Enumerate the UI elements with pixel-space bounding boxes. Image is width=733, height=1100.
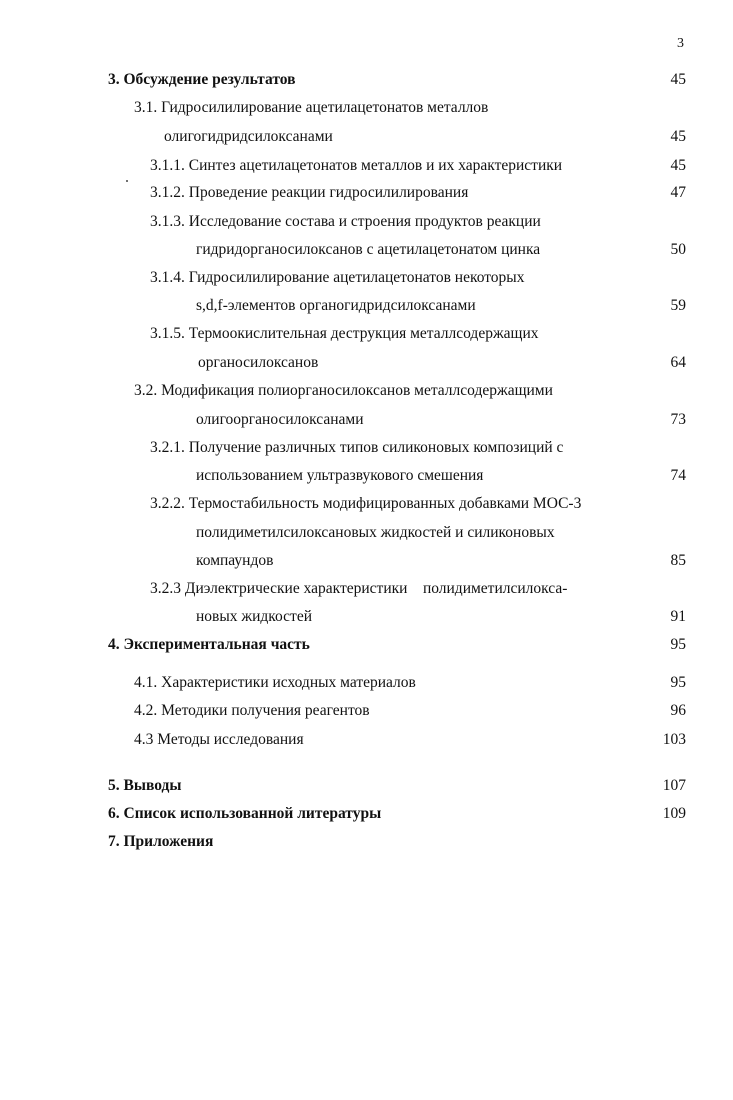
toc-entry-page: 64 [670, 354, 686, 371]
toc-entry-page: 47 [670, 184, 686, 201]
toc-entry-page: 59 [670, 297, 686, 314]
toc-entry-page: 109 [662, 805, 686, 822]
toc-entry-text-cont: компаундов [196, 552, 274, 569]
toc-entry-text-cont: органосилоксанов [198, 354, 319, 371]
toc-entry-text: 3.2. Модификация полиорганосилоксанов металлсодержащими [134, 382, 553, 399]
toc-entry-text: 3. Обсуждение результатов [108, 71, 296, 88]
toc-entry-page: 107 [662, 777, 686, 794]
page-number: 3 [677, 36, 684, 51]
toc-entry-text: 3.2.1. Получение различных типов силиконовых композиций с [150, 439, 564, 456]
toc-entry-text-cont: гидридорганосилоксанов с ацетилацетонатом цинка [196, 241, 541, 258]
toc-entry-page: 85 [670, 552, 686, 569]
toc-entry-text-cont: новых жидкостей [196, 608, 313, 625]
toc-entry-text-cont: полидиметилсилоксановых жидкостей и силиконовых [196, 524, 555, 541]
toc-entry-text-cont: s,d,f-элементов органогидридсилоксанами [196, 297, 476, 314]
toc-entry-text: 3.2.2. Термостабильность модифицированных добавками МОС-3 [150, 495, 582, 512]
toc-entry-text: 3.1.3. Исследование состава и строения продуктов реакции [150, 213, 541, 230]
toc-entry-text: 6. Список использованной литературы [108, 805, 382, 822]
toc-entry-text: 3.1. Гидросилилирование ацетилацетонатов металлов [134, 99, 489, 116]
toc-entry-text: 3.1.5. Термоокислительная деструкция металлсодержащих [150, 325, 539, 342]
toc-entry-text: 3.1.2. Проведение реакции гидросилилирования [150, 184, 469, 201]
toc-entry-text: 4.3 Методы исследования [134, 731, 304, 748]
toc-entry-text: 4.2. Методики получения реагентов [134, 702, 370, 719]
toc-entry-text-cont: олигоорганосилоксанами [196, 411, 364, 428]
toc-entry-page: 45 [670, 71, 686, 88]
toc-entry-page: 50 [670, 241, 686, 258]
toc-entry-page: 73 [670, 411, 686, 428]
toc-entry-text: 4.1. Характеристики исходных материалов [134, 674, 416, 691]
toc-entry-text: 3.1.4. Гидросилилирование ацетилацетонатов некоторых [150, 269, 525, 286]
toc-entry-page: 45 [670, 128, 686, 145]
toc-entry-text: 5. Выводы [108, 777, 182, 794]
scan-speck [126, 180, 128, 182]
toc-entry-text: 3.1.1. Синтез ацетилацетонатов металлов и их характеристики [150, 157, 563, 174]
toc-entry-page: 96 [670, 702, 686, 719]
toc-entry-text: 4. Экспериментальная часть [108, 636, 310, 653]
toc-entry-text: 7. Приложения [108, 833, 214, 850]
toc-entry-page: 45 [670, 157, 686, 174]
toc-entry-page: 91 [670, 608, 686, 625]
toc-entry-page: 95 [670, 674, 686, 691]
toc-entry-text-cont: олигогидридсилоксанами [164, 128, 333, 145]
toc-entry-page: 95 [670, 636, 686, 653]
toc-entry-text-cont: использованием ультразвукового смешения [196, 467, 484, 484]
toc-entry-text: 3.2.3 Диэлектрические характеристики полидиметилсилокса- [150, 580, 568, 597]
toc-entry-page: 74 [670, 467, 686, 484]
toc-entry-page: 103 [662, 731, 686, 748]
